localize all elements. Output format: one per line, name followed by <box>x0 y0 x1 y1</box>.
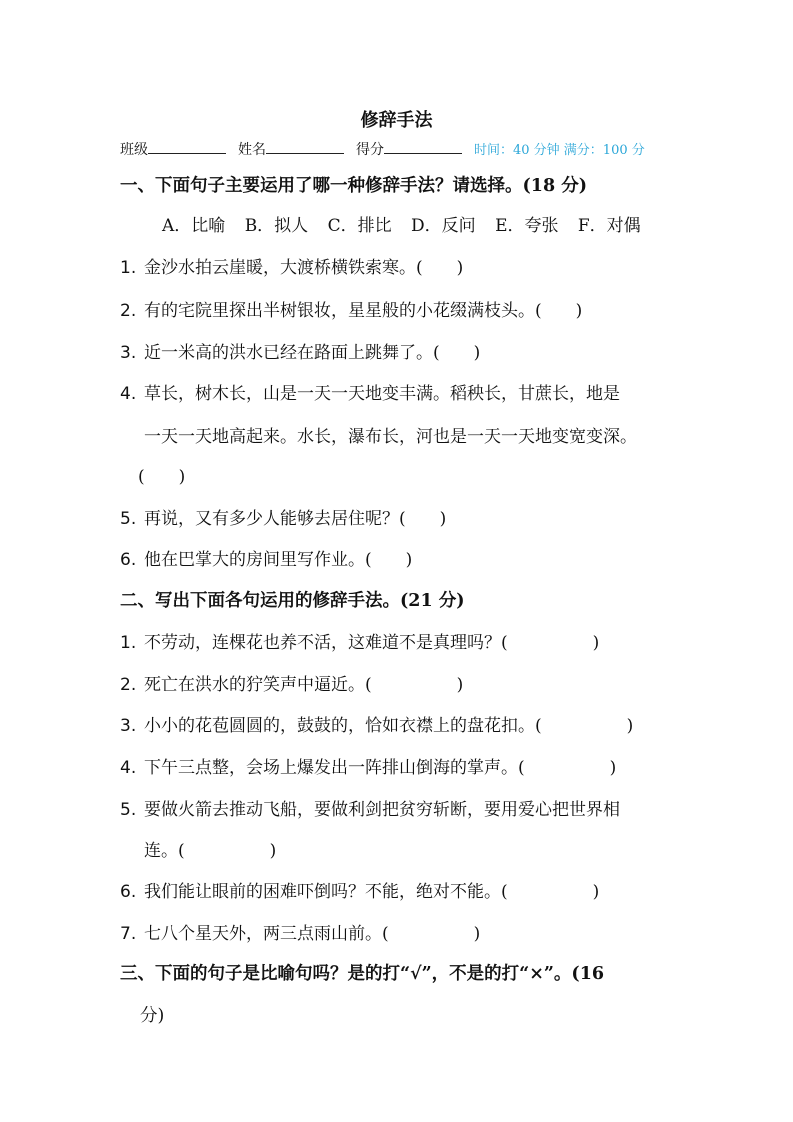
item-number: 1. <box>120 633 137 653</box>
item-text-continuation: 一天一天地高起来。水长，瀑布长，河也是一天一天地变宽变深。 <box>144 427 637 447</box>
item-number: 1. <box>120 258 137 278</box>
item-text: 七八个星天外，两三点雨山前。( ) <box>144 924 481 944</box>
student-info-row <box>120 139 680 159</box>
item-text: 有的宅院里探出半树银妆，星星般的小花缀满枝头。( ) <box>144 301 583 321</box>
section1-heading: 一、下面句子主要运用了哪一种修辞手法？请选择。(18 分) <box>120 176 588 196</box>
name-blank[interactable] <box>266 141 344 154</box>
option-list <box>162 211 655 236</box>
item-number: 7. <box>120 924 137 944</box>
section2-item <box>120 670 463 695</box>
section3-heading: 三、下面的句子是比喻句吗？是的打“√”，不是的打“×”。(16 <box>120 964 605 984</box>
item-text: 不劳动，连棵花也养不活，这难道不是真理吗？( ) <box>144 633 600 653</box>
item-text: 他在巴掌大的房间里写作业。( ) <box>144 550 413 570</box>
class-blank[interactable] <box>148 141 226 154</box>
item-text: 要做火箭去推动飞船，要做利剑把贫穷斩断，要用爱心把世界相 <box>144 800 620 820</box>
item-text: 近一米高的洪水已经在路面上跳舞了。( ) <box>144 343 481 363</box>
item-text: 死亡在洪水的狞笑声中逼近。( ) <box>144 675 464 695</box>
class-label: 班级 <box>120 142 148 158</box>
time-score-info: 时间：40 分钟 满分：100 分 <box>474 143 645 158</box>
section2-item <box>120 877 599 902</box>
item-text: 草长，树木长，山是一天一天地变丰满。稻秧长，甘蔗长，地是 <box>144 384 620 404</box>
answer-paren[interactable]: ( ) <box>138 467 186 487</box>
item-number: 6. <box>120 882 137 902</box>
option-e: E．夸张 <box>495 216 559 236</box>
item-text: 我们能让眼前的困难吓倒吗？不能，绝对不能。( ) <box>144 882 600 902</box>
option-c: C．排比 <box>327 216 392 236</box>
item-number: 4. <box>120 384 137 404</box>
section3-heading-continuation: 分) <box>140 1006 165 1026</box>
section1-item <box>120 253 463 278</box>
item-number: 5. <box>120 509 137 529</box>
item-number: 4. <box>120 758 137 778</box>
option-d: D．反问 <box>411 216 476 236</box>
item-number: 2. <box>120 675 137 695</box>
section1-item <box>120 545 412 570</box>
item-text: 下午三点整，会场上爆发出一阵排山倒海的掌声。( ) <box>144 758 617 778</box>
section1-item <box>120 379 620 404</box>
item-text: 金沙水拍云崖暖，大渡桥横铁索寒。( ) <box>144 258 464 278</box>
section1-item <box>120 338 480 363</box>
item-text: 小小的花苞圆圆的，鼓鼓的，恰如衣襟上的盘花扣。( ) <box>144 716 634 736</box>
section1-item <box>120 296 582 321</box>
item-number: 3. <box>120 343 137 363</box>
section2-heading: 二、写出下面各句运用的修辞手法。(21 分) <box>120 591 465 611</box>
option-b: B．拟人 <box>244 216 309 236</box>
name-label: 姓名 <box>238 142 266 158</box>
item-text: 再说，又有多少人能够去居住呢？( ) <box>144 509 447 529</box>
section1-item <box>120 504 446 529</box>
page-title: 修辞手法 <box>360 110 433 131</box>
item-number: 6. <box>120 550 137 570</box>
item-number: 3. <box>120 716 137 736</box>
score-blank[interactable] <box>384 141 462 154</box>
item-number: 5. <box>120 800 137 820</box>
section2-item <box>120 711 633 736</box>
section2-item <box>120 795 620 820</box>
item-text-continuation: 连。( ) <box>144 841 277 861</box>
option-a: A．比喻 <box>162 216 226 236</box>
section2-item <box>120 919 480 944</box>
option-f: F．对偶 <box>577 216 641 236</box>
item-number: 2. <box>120 301 137 321</box>
score-label: 得分 <box>356 142 384 158</box>
section2-item <box>120 753 616 778</box>
section2-item <box>120 628 599 653</box>
